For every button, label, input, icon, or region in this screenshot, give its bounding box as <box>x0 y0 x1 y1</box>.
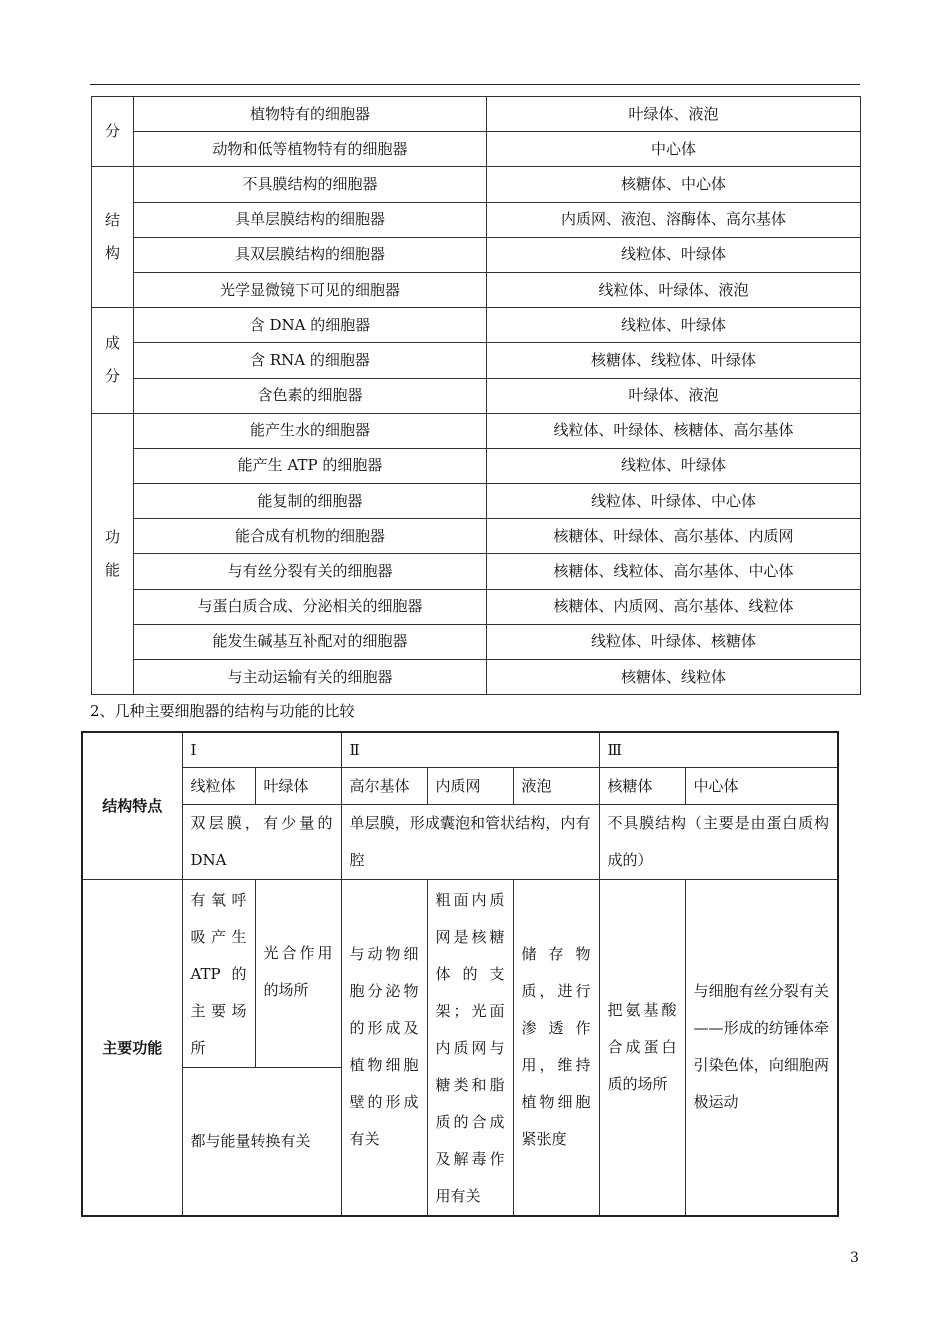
category-cell: 结 构 <box>92 167 134 308</box>
function-g1-common: 都与能量转换有关 <box>182 1067 341 1215</box>
table-row <box>92 484 861 519</box>
organelle-list-cell: 线粒体、叶绿体、液泡 <box>487 272 861 307</box>
organelle-type-cell: 不具膜结构的细胞器 <box>134 167 487 202</box>
organelle-list-cell: 核糖体、内质网、高尔基体、线粒体 <box>487 589 861 624</box>
table-row <box>92 237 861 272</box>
organelle-list-cell: 核糖体、叶绿体、高尔基体、内质网 <box>487 519 861 554</box>
table-row <box>92 97 861 132</box>
function-chloro: 光合作用的场所 <box>255 879 341 1067</box>
organelle-list-cell: 内质网、液泡、溶酶体、高尔基体 <box>487 202 861 237</box>
function-er: 粗面内质网是核糖体的支架；光面内质网与糖类和脂质的合成及解毒作用有关 <box>427 879 513 1216</box>
organelle-type-cell: 能产生水的细胞器 <box>134 413 487 448</box>
organelle-type-cell: 能发生碱基互补配对的细胞器 <box>134 624 487 659</box>
table-row <box>82 804 838 879</box>
table-row <box>92 589 861 624</box>
organelle-list-cell: 线粒体、叶绿体 <box>487 448 861 483</box>
section-caption: 2、几种主要细胞器的结构与功能的比较 <box>90 702 355 720</box>
table-row <box>82 767 838 804</box>
table-row <box>92 132 861 167</box>
structure-g3: 不具膜结构（主要是由蛋白质构成的） <box>599 804 838 879</box>
table-row <box>92 413 861 448</box>
organelle-list-cell: 线粒体、叶绿体 <box>487 237 861 272</box>
table-row <box>92 660 861 695</box>
organelle-list-cell: 线粒体、叶绿体、核糖体、高尔基体 <box>487 413 861 448</box>
organelle-type-cell: 植物特有的细胞器 <box>134 97 487 132</box>
organelle-comparison-table <box>81 731 839 1217</box>
organelle-name-ribo: 核糖体 <box>599 767 685 804</box>
organelle-type-cell: 能复制的细胞器 <box>134 484 487 519</box>
organelle-list-cell: 线粒体、叶绿体 <box>487 308 861 343</box>
organelle-type-cell: 具单层膜结构的细胞器 <box>134 202 487 237</box>
organelle-type-cell: 含 DNA 的细胞器 <box>134 308 487 343</box>
organelle-type-cell: 能产生 ATP 的细胞器 <box>134 448 487 483</box>
organelle-type-cell: 动物和低等植物特有的细胞器 <box>134 132 487 167</box>
organelle-list-cell: 中心体 <box>487 132 861 167</box>
table-row <box>92 519 861 554</box>
organelle-type-cell: 能合成有机物的细胞器 <box>134 519 487 554</box>
organelle-list-cell: 线粒体、叶绿体、中心体 <box>487 484 861 519</box>
group-header-1: Ⅰ <box>182 732 341 767</box>
table-row <box>92 448 861 483</box>
organelle-classification-table <box>91 96 861 695</box>
function-ribo: 把氨基酸合成蛋白质的场所 <box>599 879 685 1216</box>
organelle-name-er: 内质网 <box>427 767 513 804</box>
organelle-name-mito: 线粒体 <box>182 767 255 804</box>
organelle-type-cell: 含色素的细胞器 <box>134 378 487 413</box>
function-golgi: 与动物细胞分泌物的形成及植物细胞壁的形成有关 <box>341 879 427 1216</box>
organelle-type-cell: 与主动运输有关的细胞器 <box>134 660 487 695</box>
category-cell: 成 分 <box>92 308 134 414</box>
page-number: 3 <box>850 1250 859 1266</box>
header-rule <box>90 84 860 85</box>
category-cell: 分 <box>92 97 134 167</box>
table-row <box>92 343 861 378</box>
organelle-type-cell: 与有丝分裂有关的细胞器 <box>134 554 487 589</box>
group-header-2: Ⅱ <box>341 732 599 767</box>
organelle-name-vacuole: 液泡 <box>513 767 599 804</box>
organelle-type-cell: 含 RNA 的细胞器 <box>134 343 487 378</box>
table-row <box>92 202 861 237</box>
row-header-structure: 结构特点 <box>82 732 182 879</box>
table-row <box>92 554 861 589</box>
table-row <box>82 732 838 767</box>
table-row <box>92 624 861 659</box>
organelle-list-cell: 叶绿体、液泡 <box>487 97 861 132</box>
organelle-name-centro: 中心体 <box>685 767 838 804</box>
organelle-type-cell: 具双层膜结构的细胞器 <box>134 237 487 272</box>
table-row <box>92 378 861 413</box>
organelle-list-cell: 叶绿体、液泡 <box>487 378 861 413</box>
organelle-list-cell: 线粒体、叶绿体、核糖体 <box>487 624 861 659</box>
organelle-list-cell: 核糖体、线粒体、叶绿体 <box>487 343 861 378</box>
category-cell: 功 能 <box>92 413 134 695</box>
structure-g1: 双层膜，有少量的 DNA <box>182 804 341 879</box>
organelle-name-golgi: 高尔基体 <box>341 767 427 804</box>
table-row <box>82 879 838 1067</box>
group-header-3: Ⅲ <box>599 732 838 767</box>
table-row <box>92 167 861 202</box>
structure-g2: 单层膜，形成囊泡和管状结构，内有腔 <box>341 804 599 879</box>
function-mito: 有氧呼吸产生 ATP 的主要场所 <box>182 879 255 1067</box>
organelle-type-cell: 光学显微镜下可见的细胞器 <box>134 272 487 307</box>
organelle-list-cell: 核糖体、线粒体、高尔基体、中心体 <box>487 554 861 589</box>
row-header-function: 主要功能 <box>82 879 182 1216</box>
function-centro: 与细胞有丝分裂有关——形成的纺锤体牵引染色体，向细胞两极运动 <box>685 879 838 1216</box>
table-row <box>92 308 861 343</box>
organelle-list-cell: 核糖体、线粒体 <box>487 660 861 695</box>
table-row <box>92 272 861 307</box>
organelle-list-cell: 核糖体、中心体 <box>487 167 861 202</box>
function-vacuole: 储存物质，进行渗透作用，维持植物细胞紧张度 <box>513 879 599 1216</box>
organelle-name-chloro: 叶绿体 <box>255 767 341 804</box>
organelle-type-cell: 与蛋白质合成、分泌相关的细胞器 <box>134 589 487 624</box>
